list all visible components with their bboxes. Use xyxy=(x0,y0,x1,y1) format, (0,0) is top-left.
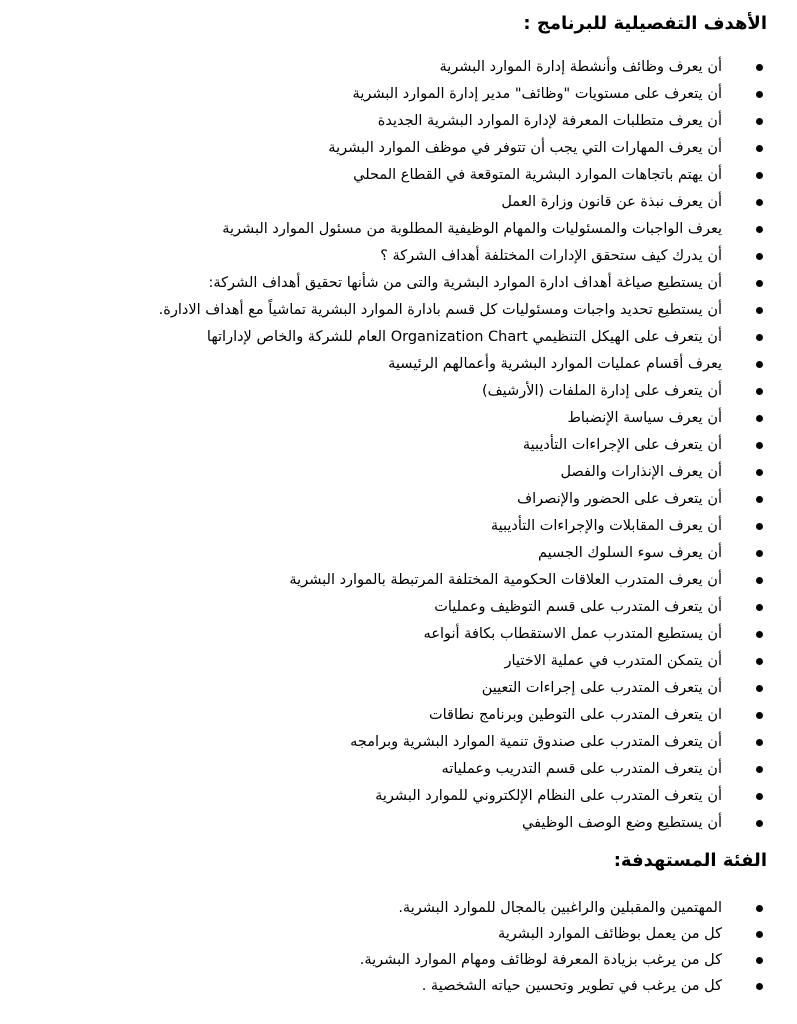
list-item xyxy=(20,513,767,540)
bullet-icon xyxy=(756,442,763,449)
bullet-icon xyxy=(756,820,763,827)
bullet-icon xyxy=(756,983,763,990)
list-item-text: أن يتعرف على مستويات "وظائف" مدير إدارة الموارد البشرية xyxy=(352,86,722,102)
list-item-text: أن يتمكن المتدرب في عملية الاختيار xyxy=(504,653,722,669)
list-item-text: أن يعرف المتدرب العلاقات الحكومية المختلفة المرتبطة بالموارد البشرية xyxy=(289,572,722,588)
list-item xyxy=(20,486,767,513)
bullet-icon xyxy=(756,118,763,125)
bullet-icon xyxy=(756,469,763,476)
list-item xyxy=(20,432,767,459)
list-item-text: أن يتعرف المتدرب على إجراءات التعيين xyxy=(481,680,722,696)
list-item-text: أن يعرف المقابلات والإجراءات التأديبية xyxy=(490,518,722,534)
list-item-text: كل من يرغب في تطوير وتحسين حياته الشخصية . xyxy=(421,978,722,994)
objectives-heading: الأهدف التفصيلية للبرنامج : xyxy=(523,13,767,34)
list-item xyxy=(20,108,767,135)
bullet-icon xyxy=(756,793,763,800)
list-item xyxy=(20,594,767,621)
list-item-text: أن يعرف سوء السلوك الجسيم xyxy=(537,545,722,561)
list-item xyxy=(20,405,767,432)
list-item-text: أن يتعرف المتدرب على قسم التوظيف وعمليات xyxy=(434,599,722,615)
list-item-text: أن يدرك كيف ستحقق الإدارات المختلفة أهداف الشركة ؟ xyxy=(380,248,722,264)
bullet-icon xyxy=(756,766,763,773)
list-item-text: أن يتعرف على الإجراءات التأديبية xyxy=(522,437,722,453)
list-item xyxy=(20,135,767,162)
list-item xyxy=(20,324,767,351)
list-item xyxy=(20,648,767,675)
bullet-icon xyxy=(756,226,763,233)
list-item xyxy=(20,540,767,567)
list-item-text: أن يعرف متطلبات المعرفة لإدارة الموارد البشرية الجديدة xyxy=(377,113,722,129)
list-item xyxy=(20,81,767,108)
list-item xyxy=(20,243,767,270)
bullet-icon xyxy=(756,577,763,584)
list-item-text: أن يتعرف على إدارة الملفات (الأرشيف) xyxy=(482,383,722,399)
list-item-text: أن يعرف سياسة الإنضباط xyxy=(567,410,722,426)
list-item xyxy=(20,567,767,594)
list-item-text: كل من يعمل بوظائف الموارد البشرية xyxy=(497,926,722,942)
bullet-icon xyxy=(756,739,763,746)
list-item xyxy=(20,378,767,405)
list-item-text: أن يتعرف المتدرب على صندوق تنمية الموارد البشرية وبرامجه xyxy=(350,734,722,750)
list-item-text: أن يتعرف المتدرب على النظام الإلكتروني للموارد البشرية xyxy=(375,788,722,804)
list-item-text: يعرف الواجبات والمسئوليات والمهام الوظيفية المطلوبة من مسئول الموارد البشرية xyxy=(222,221,722,237)
bullet-icon xyxy=(756,604,763,611)
bullet-icon xyxy=(756,64,763,71)
bullet-icon xyxy=(756,631,763,638)
list-item xyxy=(20,810,767,837)
bullet-icon xyxy=(756,712,763,719)
list-item xyxy=(20,783,767,810)
objectives-list xyxy=(20,54,767,837)
list-item xyxy=(20,216,767,243)
bullet-icon xyxy=(756,496,763,503)
bullet-icon xyxy=(756,280,763,287)
bullet-icon xyxy=(756,172,763,179)
list-item xyxy=(20,675,767,702)
bullet-icon xyxy=(756,307,763,314)
list-item xyxy=(20,756,767,783)
list-item-text: أن يعرف نبذة عن قانون وزارة العمل xyxy=(501,194,722,210)
list-item xyxy=(20,189,767,216)
list-item-text: أن يعرف الإنذارات والفصل xyxy=(560,464,722,480)
list-item-text: أن يتعرف المتدرب على قسم التدريب وعملياته xyxy=(441,761,722,777)
audience-list xyxy=(20,895,767,999)
list-item xyxy=(20,270,767,297)
bullet-icon xyxy=(756,361,763,368)
list-item-text: كل من يرغب بزيادة المعرفة لوظائف ومهام الموارد البشرية. xyxy=(359,952,722,968)
list-item xyxy=(20,297,767,324)
list-item-text: أن يهتم باتجاهات الموارد البشرية المتوقعة في القطاع المحلي xyxy=(353,167,722,183)
bullet-icon xyxy=(756,905,763,912)
list-item-text: ان يتعرف المتدرب على التوطين وبرنامج نطاقات xyxy=(428,707,722,723)
audience-heading: الفئة المستهدفة: xyxy=(613,850,767,871)
bullet-icon xyxy=(756,685,763,692)
list-item-text: أن يستطيع صياغة أهداف ادارة الموارد البشرية والتى من شأنها تحقيق أهداف الشركة: xyxy=(208,275,722,291)
list-item xyxy=(20,973,767,999)
list-item-text: يعرف أقسام عمليات الموارد البشرية وأعمالهم الرئيسية xyxy=(388,356,722,372)
list-item xyxy=(20,729,767,756)
bullet-icon xyxy=(756,931,763,938)
list-item xyxy=(20,54,767,81)
bullet-icon xyxy=(756,415,763,422)
bullet-icon xyxy=(756,388,763,395)
list-item xyxy=(20,162,767,189)
list-item-text: أن يستطيع المتدرب عمل الاستقطاب بكافة أنواعه xyxy=(423,626,722,642)
bullet-icon xyxy=(756,199,763,206)
bullet-icon xyxy=(756,91,763,98)
bullet-icon xyxy=(756,253,763,260)
list-item-text: أن يتعرف على الحضور والإنصراف xyxy=(517,491,722,507)
list-item-text: أن يتعرف على الهيكل التنظيمي Organization Chart العام للشركة والخاص لإداراتها xyxy=(206,329,722,345)
list-item-text: أن يعرف المهارات التي يجب أن تتوفر في موظف الموارد البشرية xyxy=(328,140,722,156)
list-item-text: أن يستطيع تحديد واجبات ومسئوليات كل قسم بادارة الموارد البشرية تماشياً مع أهداف الادارة. xyxy=(158,302,722,318)
list-item-text: أن يستطيع وضع الوصف الوظيفي xyxy=(521,815,722,831)
bullet-icon xyxy=(756,658,763,665)
list-item xyxy=(20,895,767,921)
bullet-icon xyxy=(756,145,763,152)
list-item-text: أن يعرف وظائف وأنشطة إدارة الموارد البشرية xyxy=(439,59,722,75)
list-item xyxy=(20,621,767,648)
list-item xyxy=(20,459,767,486)
bullet-icon xyxy=(756,957,763,964)
list-item xyxy=(20,351,767,378)
bullet-icon xyxy=(756,523,763,530)
list-item xyxy=(20,947,767,973)
list-item xyxy=(20,702,767,729)
bullet-icon xyxy=(756,550,763,557)
bullet-icon xyxy=(756,334,763,341)
list-item-text: المهتمين والمقبلين والراغبين بالمجال للموارد البشرية. xyxy=(398,900,722,916)
list-item xyxy=(20,921,767,947)
